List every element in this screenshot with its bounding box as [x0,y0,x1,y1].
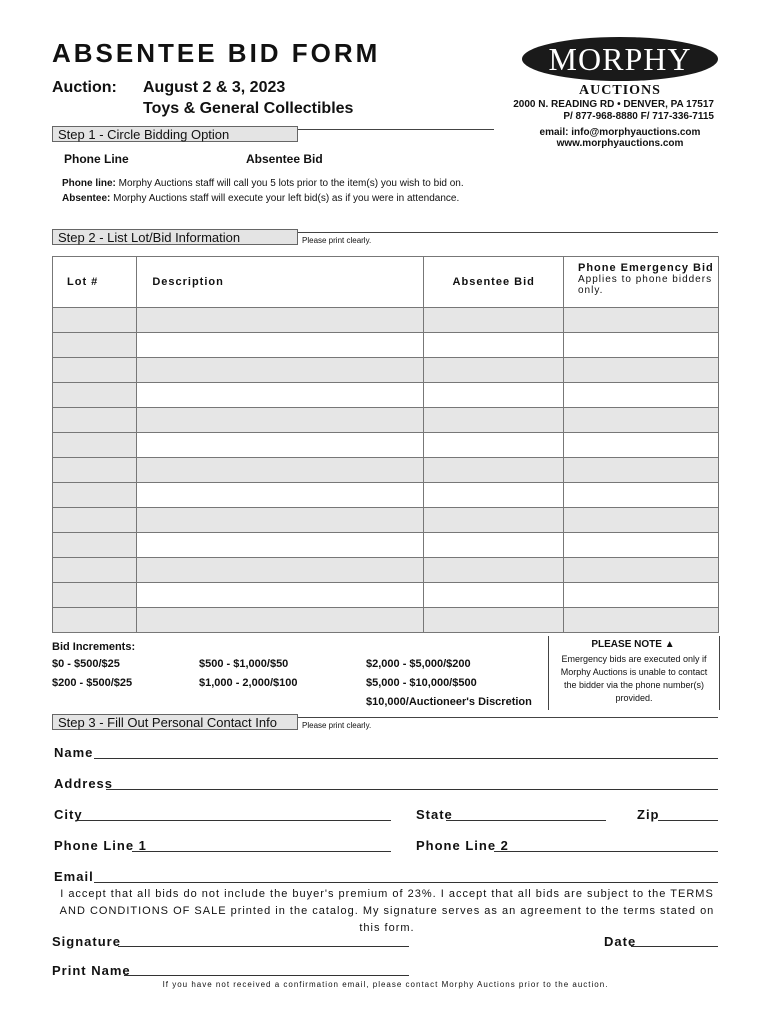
increment-item: $2,000 - $5,000/$200 [366,658,471,670]
lot-cell[interactable] [53,583,137,608]
increment-item: $500 - $1,000/$50 [199,658,289,670]
city-field[interactable] [78,820,391,821]
table-row [53,358,719,383]
phone-bid-cell[interactable] [564,383,719,408]
lot-cell[interactable] [53,433,137,458]
absentee-bid-cell[interactable] [424,483,564,508]
description-cell[interactable] [137,583,424,608]
terms-text: I accept that all bids do not include the buyer's premium of 23%. I accept that all bids are subject to the TERMS AND CONDITIONS OF SALE printed in the catalog. My signature serves as an agreement to the terms stated on this form. [59,888,715,934]
phone2-field[interactable] [494,851,718,852]
contact-web: www.morphyauctions.com [556,138,684,149]
col-header-description: Description [137,257,424,308]
caret-up-icon: ▲ [664,639,675,650]
please-note-title: PLEASE NOTE ▲ [591,639,675,650]
morphy-logo: MORPHY [522,37,718,81]
col-header-lot: Lot # [53,257,137,308]
contact-phones: P/ 877-968-8880 F/ 717-336-7115 [563,111,714,122]
step3-label: Step 3 - Fill Out Personal Contact Info [52,714,298,730]
date-label: Date [604,934,637,949]
address-field[interactable] [106,789,718,790]
lot-cell[interactable] [53,358,137,383]
absentee-bid-cell[interactable] [424,383,564,408]
absentee-bid-cell[interactable] [424,533,564,558]
footer-note: If you have not received a confirmation email, please contact Morphy Auctions prior to the auction. [162,980,609,989]
increment-item: $200 - $500/$25 [52,677,133,689]
absentee-bid-cell[interactable] [424,358,564,383]
name-field[interactable] [94,758,718,759]
col-header-absentee-bid: Absentee Bid [424,257,564,308]
step3-rule [298,717,718,718]
table-row [53,483,719,508]
table-row [53,458,719,483]
description-cell[interactable] [137,458,424,483]
phone-bid-cell[interactable] [564,483,719,508]
auction-name: Toys & General Collectibles [143,100,354,117]
phone-line-description: Phone line: Morphy Auctions staff will call you 5 lots prior to the item(s) you wish to bid on. [62,178,464,189]
step1-rule [298,129,494,130]
lot-cell[interactable] [53,558,137,583]
print-name-label: Print Name [52,963,131,978]
email-label: Email [54,869,94,884]
description-cell[interactable] [137,608,424,633]
lot-cell[interactable] [53,408,137,433]
city-label: City [54,807,83,822]
description-cell[interactable] [137,383,424,408]
phone-bid-cell[interactable] [564,308,719,333]
table-row [53,608,719,633]
increment-item: $0 - $500/$25 [52,658,120,670]
phone2-label: Phone Line 2 [416,838,509,853]
absentee-description: Absentee: Morphy Auctions staff will execute your left bid(s) as if you were in attendance. [62,193,460,204]
lot-cell[interactable] [53,383,137,408]
table-row [53,533,719,558]
signature-label: Signature [52,934,121,949]
phone-bid-cell[interactable] [564,408,719,433]
phone-bid-cell[interactable] [564,458,719,483]
increments-label: Bid Increments: [52,641,136,653]
phone-bid-cell[interactable] [564,533,719,558]
step3-print-note: Please print clearly. [302,721,372,730]
lot-bid-table [52,256,719,633]
table-row [53,408,719,433]
phone-bid-note: Applies to phone bidders only. [578,274,713,296]
step1-label: Step 1 - Circle Bidding Option [52,126,298,142]
date-field[interactable] [631,946,718,947]
address-label: Address [54,776,114,791]
table-row [53,433,719,458]
name-label: Name [54,745,94,760]
state-field[interactable] [446,820,606,821]
phone-bid-cell[interactable] [564,433,719,458]
table-row [53,333,719,358]
absentee-bid-cell[interactable] [424,433,564,458]
step2-rule [298,232,718,233]
absentee-bid-cell[interactable] [424,558,564,583]
lot-cell[interactable] [53,333,137,358]
zip-label: Zip [637,807,660,822]
table-row [53,383,719,408]
phone-bid-cell[interactable] [564,508,719,533]
increment-item: $5,000 - $10,000/$500 [366,677,477,689]
lot-cell[interactable] [53,608,137,633]
lot-cell[interactable] [53,483,137,508]
col-header-phone-bid [564,257,719,308]
print-name-field[interactable] [124,975,409,976]
phone-bid-cell[interactable] [564,583,719,608]
description-cell[interactable] [137,533,424,558]
email-field[interactable] [94,882,718,883]
description-cell[interactable] [137,333,424,358]
phone-bid-title: Phone Emergency Bid [578,262,714,274]
absentee-bid-cell[interactable] [424,583,564,608]
phone-bid-cell[interactable] [564,358,719,383]
table-row [53,508,719,533]
lot-cell[interactable] [53,458,137,483]
contact-email: email: info@morphyauctions.com [539,127,701,138]
signature-field[interactable] [118,946,409,947]
contact-address: 2000 N. READING RD • DENVER, PA 17517 [513,99,714,110]
absentee-bid-cell[interactable] [424,508,564,533]
table-row [53,583,719,608]
please-note-body: Emergency bids are executed only if Morphy Auctions is unable to contact the bidder via the phone number(s) provided. [560,654,708,703]
option-absentee-bid[interactable]: Absentee Bid [246,152,323,166]
form-title: ABSENTEE BID FORM [52,38,381,68]
state-label: State [416,807,453,822]
absentee-bid-cell[interactable] [424,308,564,333]
step2-print-note: Please print clearly. [302,236,372,245]
step2-label: Step 2 - List Lot/Bid Information [52,229,298,245]
phone-bid-cell[interactable] [564,608,719,633]
description-cell[interactable] [137,358,424,383]
description-cell[interactable] [137,433,424,458]
phone-bid-cell[interactable] [564,558,719,583]
description-cell[interactable] [137,408,424,433]
phone-bid-cell[interactable] [564,333,719,358]
auction-label: Auction: [52,79,117,96]
absentee-bid-cell[interactable] [424,458,564,483]
auction-date: August 2 & 3, 2023 [143,79,286,96]
lot-cell[interactable] [53,308,137,333]
increment-item: $1,000 - 2,000/$100 [199,677,298,689]
description-cell[interactable] [137,508,424,533]
zip-field[interactable] [658,820,718,821]
option-phone-line[interactable]: Phone Line [64,152,129,166]
absentee-bid-cell[interactable] [424,333,564,358]
phone1-label: Phone Line 1 [54,838,147,853]
absentee-bid-cell[interactable] [424,408,564,433]
increment-item: $10,000/Auctioneer's Discretion [366,696,532,708]
description-cell[interactable] [137,558,424,583]
absentee-bid-cell[interactable] [424,608,564,633]
table-row [53,558,719,583]
description-cell[interactable] [137,483,424,508]
phone1-field[interactable] [132,851,391,852]
logo-subtitle: AUCTIONS [579,83,661,98]
table-row [53,308,719,333]
lot-cell[interactable] [53,533,137,558]
description-cell[interactable] [137,308,424,333]
lot-cell[interactable] [53,508,137,533]
